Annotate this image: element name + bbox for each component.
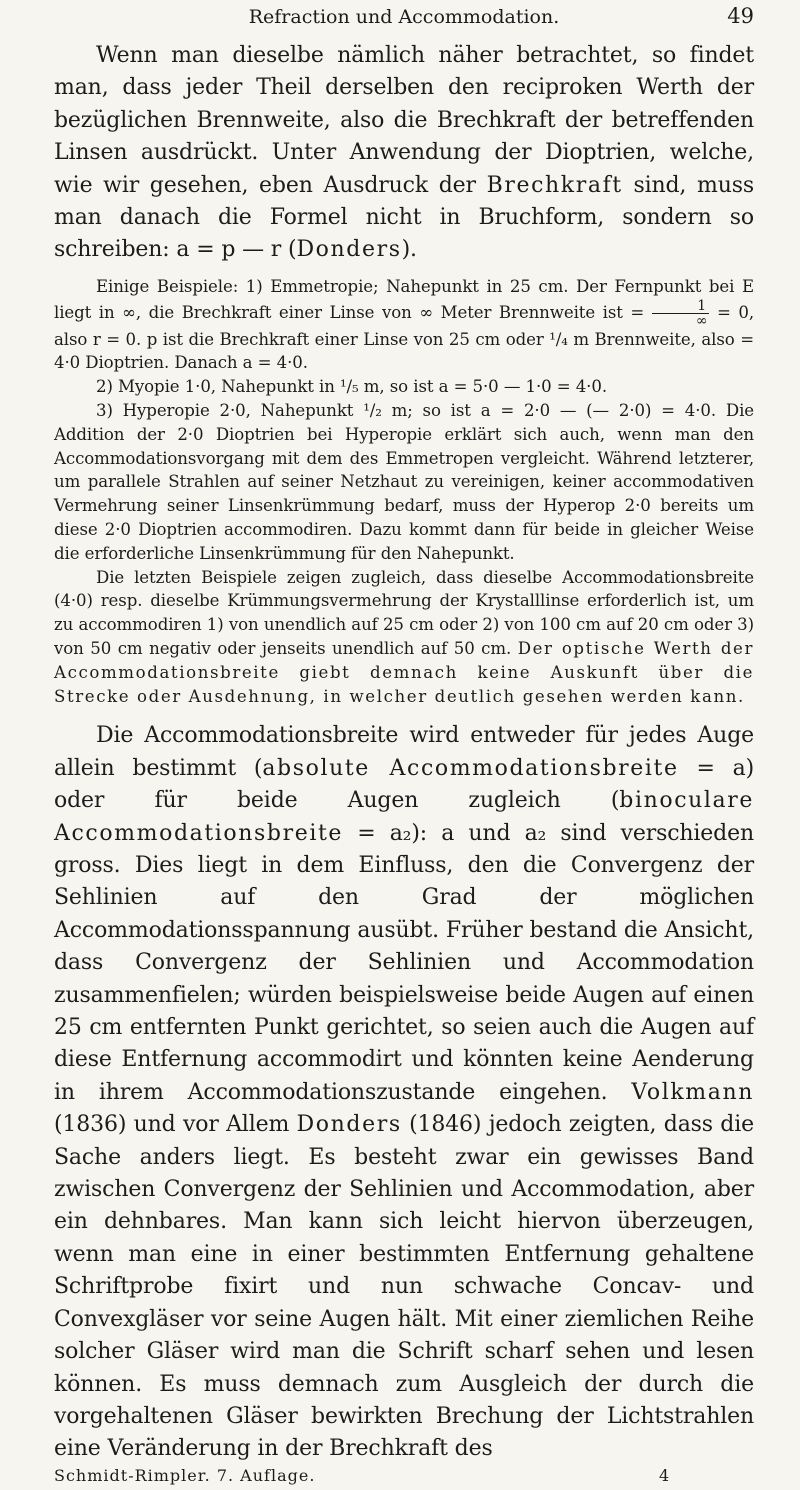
running-title: Refraction und Accommodation. [248,6,560,28]
fraction: $\frac{1}{\infty}$ [652,299,710,328]
author-name: Volkmann [631,1079,754,1105]
example-1: Einige Beispiele: 1) Emmetropie; Nahepunkt in 25 cm. Der Fernpunkt bei E liegt in ∞, die Brechkraft einer Linse von ∞ Meter Brennweite ist = $\frac{1}{\infty}$ = 0, also r = 0. p ist die Brechkraft einer Linse von 25 cm oder ¹/₄ m Brennweite, also = 4·0 Dioptrien. Danach a = 4·0. [54,276,754,373]
page-number: 49 [727,4,754,28]
spaced-term: binoculare Accommodationsbreite [54,788,754,846]
paragraph-formula: Wenn man dieselbe nämlich näher betrachtet, so findet man, dass jeder Theil derselben den reciproken Werth der bezüglichen Brennweite, also die Brechkraft der betreffenden Linsen ausdrückt. Unter Anwendung der Dioptrien, welche, wie wir gesehen, eben Ausdruck der Brechkraft sind, muss man danach die Formel nicht in Bruchform, sondern so schreiben: a = p — r (Donders). [54,43,754,263]
spaced-term: Brechkraft [486,172,623,198]
spaced-term: absolute Accommodationsbreite [262,755,679,781]
example-3: 3) Hyperopie 2·0, Nahepunkt ¹/₂ m; so ist a = 2·0 — (— 2·0) = 4·0. Die Addition der 2·0 Dioptrien bei Hyperopie erklärt sich auch, wenn man den Accommodationsvorgang mit dem des Emmetropen vergleicht. Während letzterer, um parallele Strahlen auf seiner Netzhaut zu vereinigen, keiner accommodativen Vermehrung seiner Linsenkrümmung bedarf, muss der Hyperop 2·0 bereits um diese 2·0 Dioptrien accommodiren. Dazu kommt dann für beide in gleicher Weise die erforderliche Linsenkrümmung für den Nahepunkt. [54,401,754,563]
spaced-conclusion: Der optische Werth der Accommodationsbreite giebt demnach keine Auskunft über die Strecke oder Ausdehnung, in welcher deutlich gesehen werden kann. [54,639,754,706]
example-conclusion: Die letzten Beispiele zeigen zugleich, dass dieselbe Accommodationsbreite (4·0) resp. dieselbe Krümmungsvermehrung der Krystalllinse erforderlich ist, um zu accommodiren 1) von unendlich auf 25 cm oder 2) von 100 cm auf 20 cm oder 3) von 50 cm negativ oder jenseits unendlich auf 50 cm. Der optische Werth der Accommodationsbreite giebt demnach keine Auskunft über die Strecke oder Ausdehnung, in welcher deutlich gesehen werden kann. [54,567,754,706]
signature-mark: Schmidt-Rimpler. 7. Auflage. [54,1465,316,1485]
author-name: Donders [296,237,402,263]
author-name: Donders [296,1112,402,1138]
running-header [54,0,754,40]
example-2: 2) Myopie 1·0, Nahepunkt in ¹/₅ m, so ist a = 5·0 — 1·0 = 4·0. [96,377,607,397]
page-footer [54,1466,754,1490]
sheet-number: 4 [659,1465,670,1485]
paragraph-accommodation: Die Accommodationsbreite wird entweder für jedes Auge allein bestimmt (absolute Accommodationsbreite = a) oder für beide Augen zugleich (binoculare Accommodationsbreite = a₂): a und a₂ sind verschieden gross. Dies liegt in dem Einfluss, den die Convergenz der Sehlinien auf den Grad der möglichen Accommodationsspannung ausübt. Früher bestand die Ansicht, dass Convergenz der Sehlinien und Accommodation zusammenfielen; würden beispielsweise beide Augen auf einen 25 cm entfernten Punkt gerichtet, so seien auch die Augen auf diese Entfernung accommodirt und könnten keine Aenderung in ihrem Accommodationszustande eingehen. Volkmann (1836) und vor Allem Donders (1846) jedoch zeigten, dass die Sache anders liegt. Es besteht zwar ein gewisses Band zwischen Convergenz der Sehlinien und Accommodation, aber ein dehnbares. Man kann sich leicht hiervon überzeugen, wenn man eine in einer bestimmten Entfernung gehaltene Schriftprobe fixirt und nun schwache Concav- und Convexgläser vor seine Augen hält. Mit einer ziemlichen Reihe solcher Gläser wird man die Schrift scharf sehen und lesen können. Es muss demnach zum Ausgleich der durch die vorgehaltenen Gläser bewirkten Brechung der Lichtstrahlen eine Veränderung in der Brechkraft des [54,723,755,1462]
